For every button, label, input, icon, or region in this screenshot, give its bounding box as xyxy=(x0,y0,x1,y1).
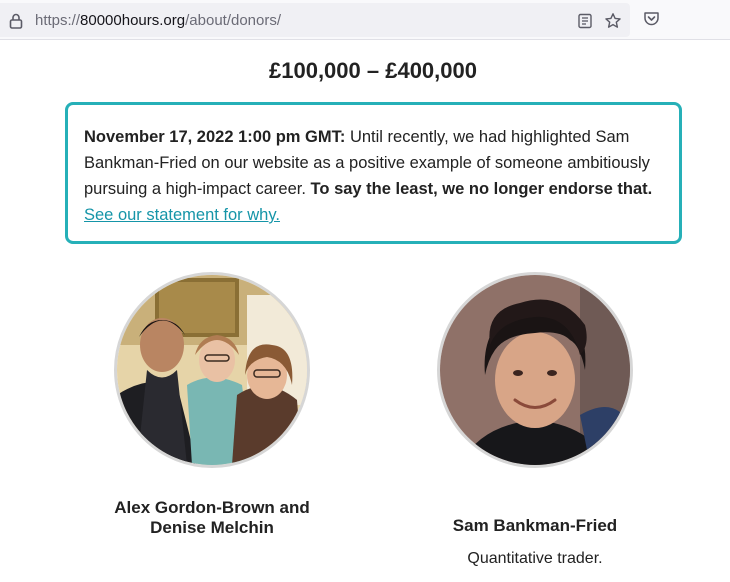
donor-name: Sam Bankman-Fried xyxy=(452,516,618,535)
notice-text xyxy=(84,124,663,228)
url-host: 80000hours.org xyxy=(80,12,186,29)
browser-toolbar xyxy=(0,0,730,40)
donation-range-heading: £100,000 – £400,000 xyxy=(269,58,477,83)
donor-card-2 xyxy=(435,272,635,568)
address-bar[interactable] xyxy=(0,3,630,37)
donor-name: Alex Gordon-Brown and Denise Melchin xyxy=(114,498,310,537)
url-scheme: https:// xyxy=(35,12,81,29)
avatar xyxy=(437,272,633,468)
donor-card-1 xyxy=(112,272,312,538)
lock-icon[interactable] xyxy=(9,13,23,29)
notice-body: Until recently, we had highlighted Sam Bankman-Fried on our website as a positive example of someone ambitiously pursuing a high-impact career. xyxy=(84,128,650,198)
donor-role: Quantitative trader. xyxy=(467,550,603,567)
avatar xyxy=(114,272,310,468)
donor-photo-1 xyxy=(117,275,307,465)
bookmark-star-icon[interactable] xyxy=(604,12,622,30)
url-text[interactable] xyxy=(35,12,281,30)
reader-view-icon[interactable] xyxy=(577,13,593,29)
notice-box xyxy=(65,102,682,244)
notice-bold-statement: To say the least, we no longer endorse that. xyxy=(310,180,653,198)
url-path: /about/donors/ xyxy=(185,12,282,29)
pocket-icon[interactable] xyxy=(643,10,660,27)
notice-date: November 17, 2022 1:00 pm GMT: xyxy=(84,128,346,146)
statement-link[interactable]: See our statement for why. xyxy=(84,206,280,224)
donor-photo-2 xyxy=(440,275,630,465)
